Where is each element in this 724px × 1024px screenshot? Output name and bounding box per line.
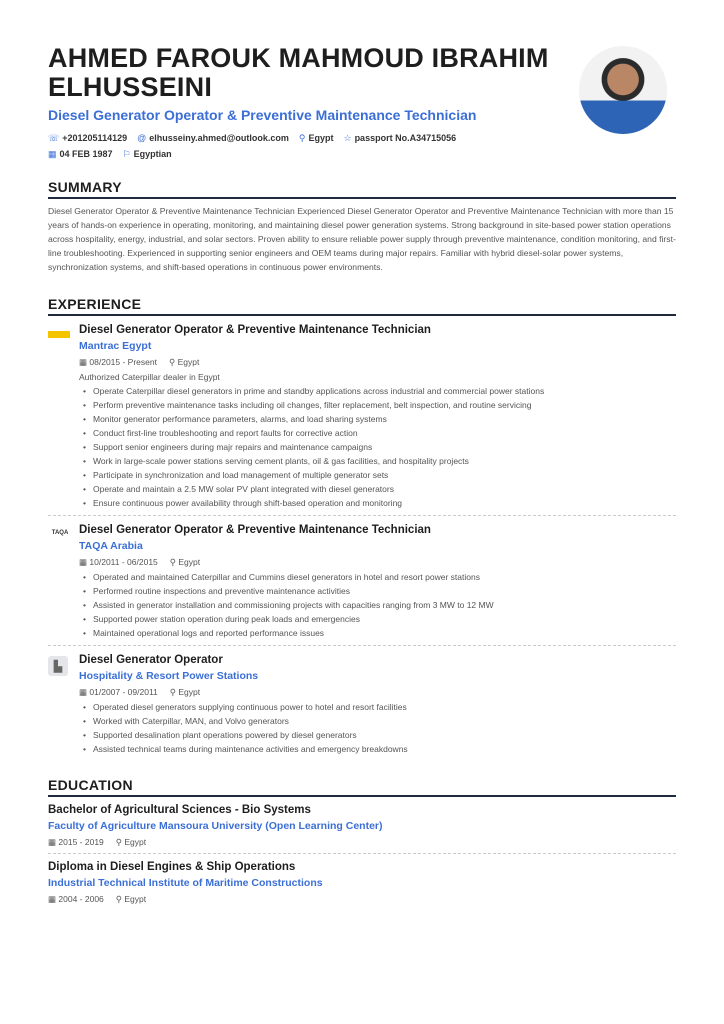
location-icon: ⚲	[169, 687, 179, 697]
contact-row	[48, 131, 676, 145]
education-section	[48, 777, 676, 910]
building-icon: ▙	[48, 656, 68, 676]
degree: Diploma in Diesel Engines & Ship Operations	[48, 861, 296, 873]
job-location: Egypt	[178, 687, 201, 697]
job-title: Diesel Generator Operator	[79, 654, 223, 666]
education-heading: EDUCATION	[48, 777, 676, 797]
calendar-icon: ▦	[79, 557, 90, 567]
job-location: Egypt	[177, 357, 200, 367]
job-dates: 10/2011 - 06/2015	[89, 557, 158, 567]
job-dates: 01/2007 - 09/2011	[89, 687, 158, 697]
location-icon: ⚲	[115, 894, 125, 904]
experience-heading: EXPERIENCE	[48, 296, 676, 316]
edu-location: Egypt	[124, 894, 147, 904]
passport: passport No.A34715056	[354, 133, 457, 143]
bullet-item: • Support senior engineers during majr repairs and maintenance campaigns	[79, 440, 676, 454]
profile-photo	[579, 46, 667, 134]
school: Faculty of Agriculture Mansoura University (Open Learning Center)	[48, 820, 383, 832]
experience-section	[48, 296, 676, 761]
degree: Bachelor of Agricultural Sciences - Bio Systems	[48, 804, 311, 816]
calendar-icon: ▦	[48, 894, 59, 904]
job-title: Diesel Generator Operator & Preventive Maintenance Technician	[79, 524, 431, 536]
candidate-name: AHMED FAROUK MAHMOUD IBRAHIM ELHUSSEINI	[48, 43, 549, 102]
school: Industrial Technical Institute of Maritime Constructions	[48, 877, 323, 889]
bullet-item: • Ensure continuous power availability through shift-based operation and monitoring	[79, 496, 676, 510]
bullet-item: • Performed routine inspections and preventive maintenance activities	[79, 584, 676, 598]
taqa-logo: TAQA	[51, 530, 69, 536]
bullet-item: • Assisted in generator installation and commissioning projects with capacities ranging from 3 MW to 12 MW	[79, 598, 676, 612]
education-entry	[48, 861, 676, 910]
bullet-item: • Operated diesel generators supplying continuous power to hotel and resort facilities	[79, 700, 676, 714]
phone: +201205114129	[62, 133, 128, 143]
email-icon: @	[137, 133, 147, 143]
job-bullets	[79, 384, 676, 510]
job-bullets	[79, 570, 676, 640]
calendar-icon: ▦	[79, 687, 90, 697]
bullet-item: • Supported desalination plant operations powered by diesel generators	[79, 728, 676, 742]
location-icon: ⚲	[298, 133, 306, 143]
bullet-item: • Assisted technical teams during maintenance activities and emergency breakdowns	[79, 742, 676, 756]
mantrac-logo	[48, 331, 70, 338]
job-entry	[48, 654, 676, 761]
resume	[48, 44, 676, 910]
bullet-item: • Conduct first-line troubleshooting and report faults for corrective action	[79, 426, 676, 440]
candidate-title: Diesel Generator Operator & Preventive Maintenance Technician	[48, 107, 477, 123]
job-entry	[48, 324, 676, 516]
company-name: Mantrac Egypt	[79, 340, 152, 352]
summary-heading: SUMMARY	[48, 179, 676, 199]
nationality: Egyptian	[133, 149, 172, 159]
edu-dates: 2015 - 2019	[58, 837, 104, 847]
job-dates: 08/2015 - Present	[89, 357, 157, 367]
email[interactable]: elhusseiny.ahmed@outlook.com	[149, 133, 289, 143]
company-description: Authorized Caterpillar dealer in Egypt	[79, 372, 220, 382]
company-name: TAQA Arabia	[79, 540, 143, 552]
summary-text: Diesel Generator Operator & Preventive Maintenance Technician Experienced Diesel Generator Operator and Preventive Maintenance Technician with more than 15 years of hands-on experience in operating, monitoring, and maintaining diesel power generation systems. Strong background in site-based power station operations across hospitality, energy, industrial, and solar sectors. Proven ability to ensure reliable power supply through preventive maintenance, condition monitoring, and first-line troubleshooting. Experienced in supporting senior engineers and OEM teams during major repairs. Familiar with hybrid diesel-solar power systems, synchronization systems, and shift-based operations in continuous power environments.	[48, 206, 676, 272]
edu-location: Egypt	[124, 837, 147, 847]
bullet-item: • Worked with Caterpillar, MAN, and Volvo generators	[79, 714, 676, 728]
edu-dates: 2004 - 2006	[58, 894, 104, 904]
calendar-icon: ▦	[79, 357, 90, 367]
calendar-icon: ▦	[48, 837, 59, 847]
job-entry	[48, 524, 676, 646]
flag-icon: ⚐	[122, 149, 131, 159]
phone-icon: ☏	[48, 133, 60, 143]
bullet-item: • Maintained operational logs and reported performance issues	[79, 626, 676, 640]
bullet-item: • Participate in synchronization and load management of multiple generator sets	[79, 468, 676, 482]
bullet-item: • Operated and maintained Caterpillar and Cummins diesel generators in hotel and resort power stations	[79, 570, 676, 584]
bullet-item: • Perform preventive maintenance tasks including oil changes, filter replacement, belt inspection, and routine servicing	[79, 398, 676, 412]
bullet-item: • Monitor generator performance parameters, alarms, and load sharing systems	[79, 412, 676, 426]
location-icon: ⚲	[168, 357, 178, 367]
company-name: Hospitality & Resort Power Stations	[79, 670, 259, 682]
star-icon: ☆	[343, 133, 352, 143]
job-location: Egypt	[178, 557, 201, 567]
summary-section	[48, 179, 676, 274]
contact-row-2	[48, 147, 676, 161]
bullet-item: • Operate and maintain a 2.5 MW solar PV plant integrated with diesel generators	[79, 482, 676, 496]
dob: 04 FEB 1987	[59, 149, 113, 159]
bullet-item: • Supported power station operation during peak loads and emergencies	[79, 612, 676, 626]
job-title: Diesel Generator Operator & Preventive Maintenance Technician	[79, 324, 431, 336]
location: Egypt	[308, 133, 334, 143]
location-icon: ⚲	[115, 837, 125, 847]
header	[48, 44, 676, 161]
location-icon: ⚲	[169, 557, 179, 567]
bullet-item: • Operate Caterpillar diesel generators in prime and standby applications across industrial and commercial power stations	[79, 384, 676, 398]
bullet-item: • Work in large-scale power stations serving cement plants, oil & gas facilities, and hospitality projects	[79, 454, 676, 468]
job-bullets	[79, 700, 676, 756]
education-entry	[48, 804, 676, 854]
calendar-icon: ▦	[48, 149, 57, 159]
